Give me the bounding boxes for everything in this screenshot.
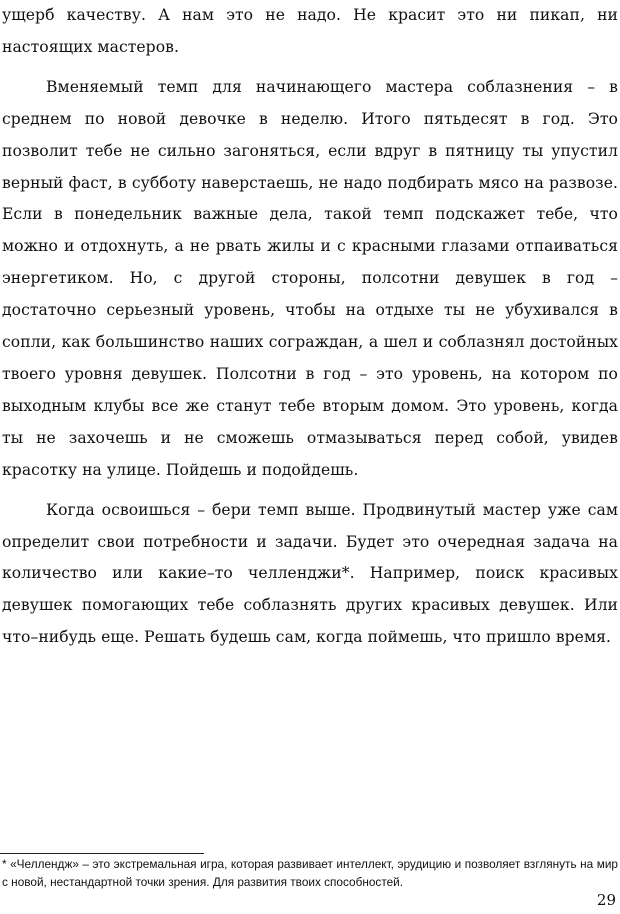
page-number: 29 [596, 891, 616, 909]
paragraph-1: ущерб качеству. А нам это не надо. Не красит это ни пикап, ни настоящих мастеров. [2, 6, 618, 56]
paragraph-3: Когда освоишься – бери темп выше. Продвинутый мастер уже сам определит свои потребности и задачи. Будет это очередная задача на количество или какие–то челленджи*. Например, поиск красивых девушек помогающих тебе соблазнять других красивых девушек. Или что–нибудь еще. Решать будешь сам, когда поймешь, что пришло время. [2, 500, 618, 647]
footnote-divider [0, 853, 204, 854]
paragraph-2: Вменяемый темп для начинающего мастера соблазнения – в среднем по новой девочке в неделю. Итого пятьдесят в год. Это позволит тебе не сильно загоняться, если вдруг в пятницу ты упустил верный фаст, в субботу наверстаешь, не надо подбирать мясо на развозе. Если в понедельник важные дела, такой темп подскажет тебе, что можно и отдохнуть, а не рвать жилы и с красными глазами отпаиваться энергетиком. Но, с другой стороны, полсотни девушек в год – достаточно серьезный уровень, чтобы на отдыхе ты не убухивался в сопли, как большинство наших сограждан, а шел и соблазнял достойных твоего уровня девушек. Полсотни в год – это уровень, на котором по выходным клубы все же станут тебе вторым домом. Это уровень, когда ты не захочешь и не сможешь отмазываться перед собой, увидев красотку на улице. Пойдешь и подойдешь. [2, 77, 618, 479]
footnote: * «Челлендж» – это экстремальная игра, которая развивает интеллект, эрудицию и позволяет взглянуть на мир с новой, нестандартной точки зрения. Для развития твоих способностей. [2, 857, 618, 889]
main-text [2, 0, 618, 662]
